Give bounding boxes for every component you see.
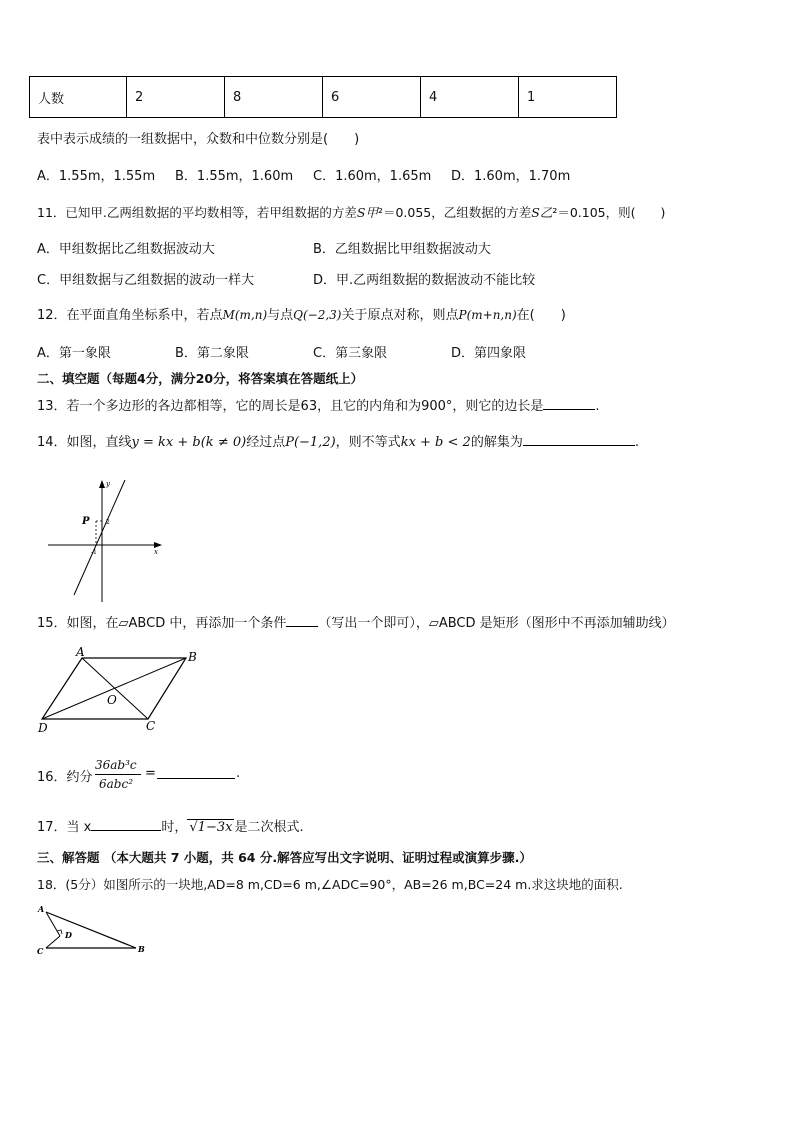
score-table — [29, 76, 617, 118]
vertex-a: A — [38, 904, 45, 914]
section-2-heading: 二、填空题（每题4分，满分20分，将答案填在答题纸上） — [37, 371, 364, 386]
q18-figure — [34, 902, 154, 958]
vertex-a: A — [76, 645, 85, 659]
q12-option-a: A．第一象限 — [37, 346, 111, 361]
table-cell: 1 — [519, 77, 617, 118]
q12-option-c: C．第三象限 — [313, 346, 388, 361]
q12-stem — [37, 306, 566, 325]
q11-option-a: A．甲组数据比乙组数据波动大 — [37, 242, 215, 257]
q11-option-b: B．乙组数据比甲组数据波动大 — [313, 242, 491, 257]
q14-text-c: ，则不等式 — [335, 435, 401, 450]
q12-point-p: P(m+n,n) — [458, 308, 517, 322]
q13 — [37, 397, 600, 416]
q12-option-d: D．第四象限 — [451, 346, 527, 361]
q15-figure — [30, 645, 215, 737]
q11-option-c: C．甲组数据与乙组数据的波动一样大 — [37, 273, 255, 288]
tick-label-2: 2 — [106, 519, 110, 526]
q16-end: . — [236, 766, 241, 781]
q14-inequality: kx + b < 2 — [400, 435, 471, 450]
line-y-kx-b — [74, 480, 125, 595]
q11-stem-b: ²＝0.055，乙组数据的方差 — [377, 205, 532, 220]
q17 — [37, 818, 304, 837]
vertex-b: B — [138, 944, 145, 954]
x-axis-label: x — [154, 548, 158, 556]
q11-stem-a: 11．已知甲.乙两组数据的平均数相等，若甲组数据的方差 — [37, 205, 357, 220]
vertex-c: C — [146, 719, 156, 733]
q12-stem-c: 关于原点对称，则点 — [341, 308, 459, 323]
q17-answer-blank — [91, 818, 161, 831]
q13-text: 13．若一个多边形的各边都相等，它的周长是63，且它的内角和为900°，则它的边长是 — [37, 399, 544, 414]
y-axis-arrow-icon — [99, 480, 105, 488]
q17-text-a: 17．当 x — [37, 820, 92, 835]
q12-option-b: B．第二象限 — [175, 346, 249, 361]
q17-radical: √1−3x — [189, 820, 233, 835]
q12-point-q: Q(−2,3) — [293, 308, 342, 322]
q17-text-c: 是二次根式. — [234, 820, 304, 835]
q12-point-m: M(m,n) — [222, 308, 268, 322]
q14-end: . — [634, 435, 639, 450]
q15-text-b: （写出一个即可），▱ABCD 是矩形（图形中不再添加辅助线） — [318, 616, 675, 631]
q10-option-b: B．1.55m，1.60m — [175, 169, 294, 184]
q16-denominator: 6abc² — [99, 777, 134, 791]
q11-s-yi: S乙 — [531, 205, 553, 220]
q11-stem — [37, 204, 665, 222]
vertex-d: D — [38, 721, 48, 735]
q14-answer-blank — [523, 433, 635, 446]
q12-stem-d: 在( ) — [516, 308, 566, 323]
section-3-heading: 三、解答题 （本大题共 7 小题，共 64 分.解答应写出文字说明、证明过程或演算步骤.） — [37, 850, 532, 865]
q14-text-a: 14．如图，直线 — [37, 435, 132, 450]
table-cell: 6 — [323, 77, 421, 118]
q11-stem-c: ²＝0.105，则( ) — [552, 205, 666, 220]
q17-text-b: 时， — [161, 820, 188, 835]
q16-equals: = — [145, 766, 156, 781]
q10-option-c: C．1.60m，1.65m — [313, 169, 432, 184]
diagonal-bd — [42, 658, 186, 719]
fraction-bar — [95, 774, 141, 775]
table-row — [30, 77, 617, 118]
side-ad — [46, 912, 60, 936]
table-cell: 2 — [127, 77, 225, 118]
vertex-d: D — [65, 930, 72, 940]
q12-stem-b: 与点 — [267, 308, 294, 323]
q16-answer-blank — [157, 766, 235, 779]
vertex-c: C — [37, 946, 44, 956]
table-cell-label: 人数 — [30, 77, 127, 118]
q16-text: 16．约分 — [37, 770, 93, 785]
q14 — [37, 433, 639, 452]
q10-option-a: A．1.55m，1.55m — [37, 169, 156, 184]
q11-s-jia: S甲 — [356, 205, 378, 220]
q16-numerator: 36ab³c — [95, 758, 137, 772]
q15-text-a: 15．如图，在▱ABCD 中，再添加一个条件 — [37, 616, 287, 631]
q14-figure — [40, 470, 170, 605]
q12-stem-a: 12．在平面直角坐标系中，若点 — [37, 308, 223, 323]
q14-point: P(−1,2) — [285, 435, 336, 450]
vertex-b: B — [188, 650, 197, 664]
y-axis-label: y — [106, 480, 110, 488]
q11-option-d: D．甲.乙两组数据的数据波动不能比较 — [313, 273, 536, 288]
q13-answer-blank — [543, 397, 595, 410]
q15 — [37, 614, 675, 633]
q10-option-d: D．1.60m，1.70m — [451, 169, 571, 184]
point-o: O — [107, 693, 117, 707]
side-dc — [46, 936, 60, 948]
table-cell: 4 — [421, 77, 519, 118]
q14-text-b: 经过点 — [246, 435, 286, 450]
q14-text-d: 的解集为 — [470, 435, 523, 450]
q18-text: 18．(5分）如图所示的一块地,AD=8 m,CD=6 m,∠ADC=90°，AB=26 m,BC=24 m.求这块地的面积. — [37, 877, 623, 892]
q13-end: . — [595, 399, 600, 414]
q10-stem: 表中表示成绩的一组数据中，众数和中位数分别是( ) — [37, 132, 360, 147]
point-p-label: P — [82, 516, 90, 527]
tick-label-neg1: -1 — [91, 549, 97, 556]
q15-answer-blank — [286, 614, 318, 627]
q14-equation: y = kx + b(k ≠ 0) — [131, 435, 247, 450]
table-cell: 8 — [225, 77, 323, 118]
